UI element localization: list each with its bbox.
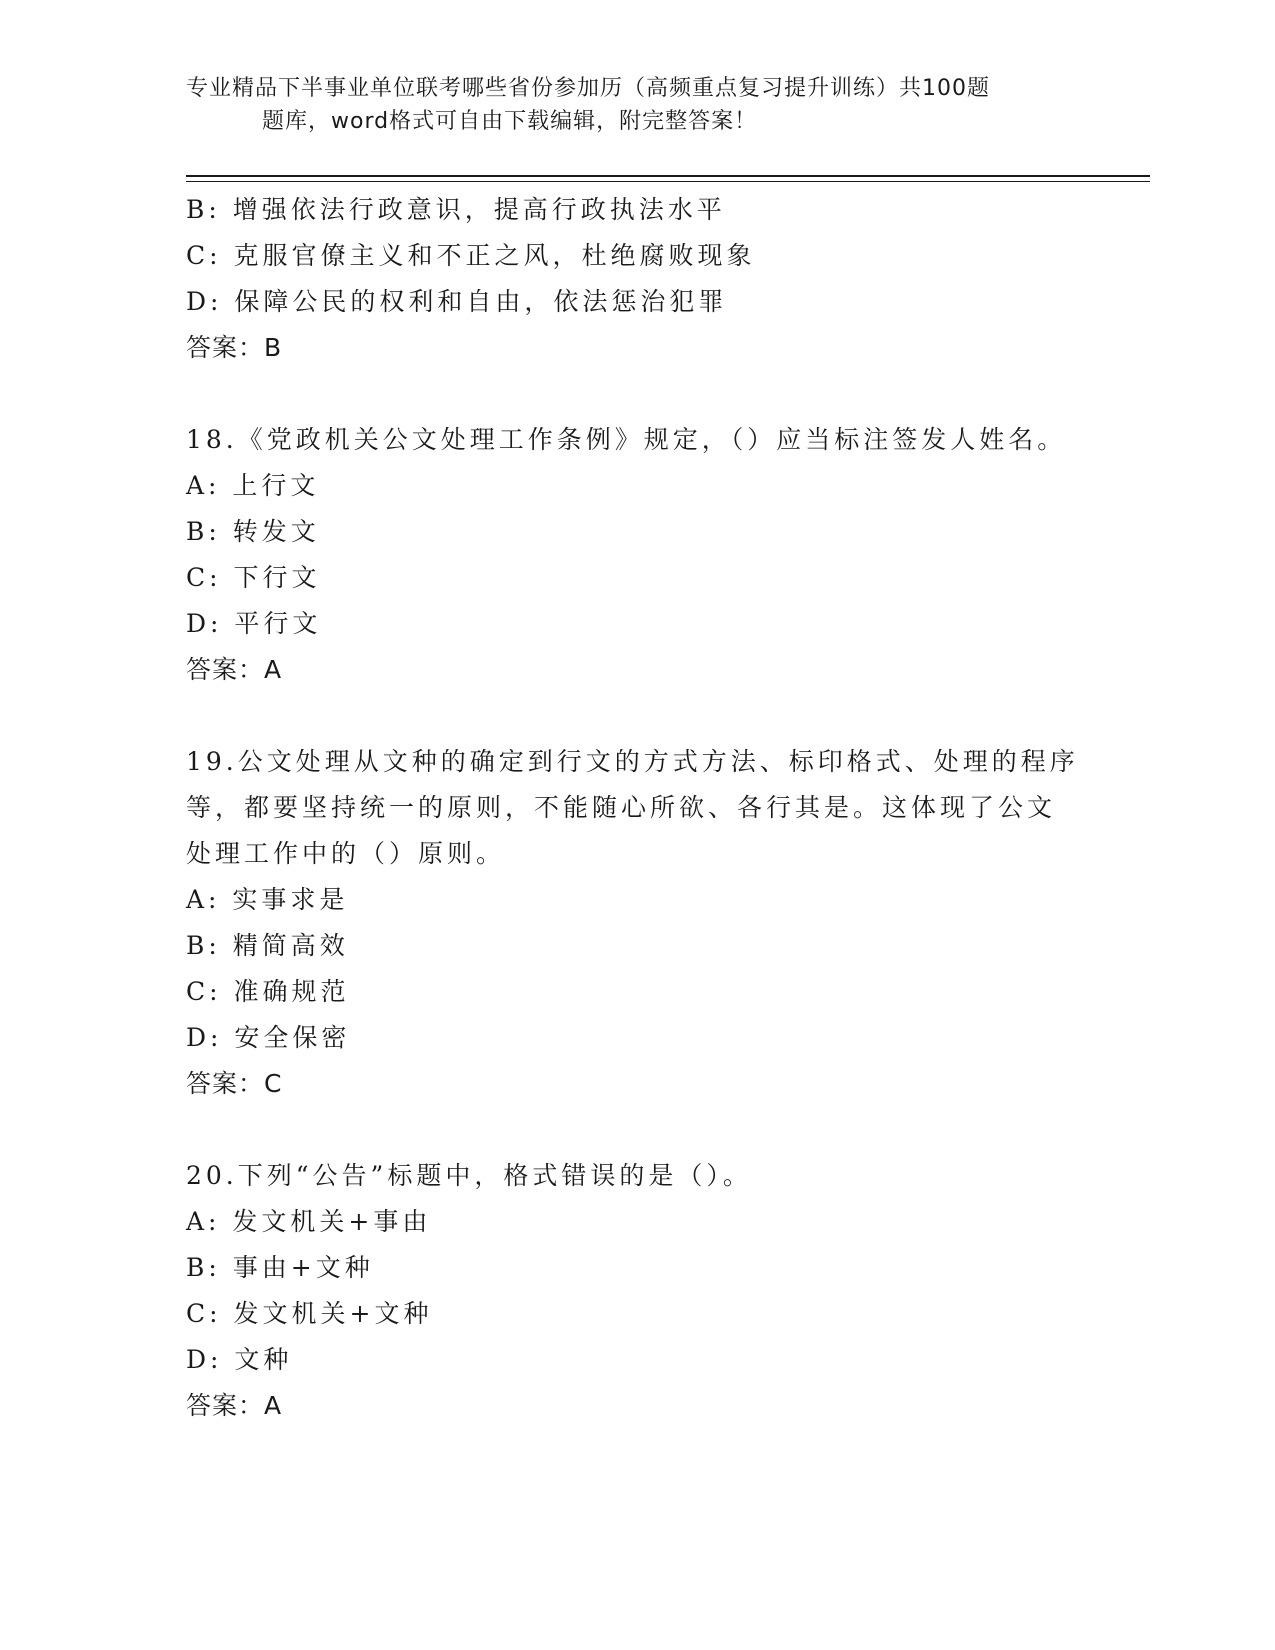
answer-label: 答案：A xyxy=(186,1391,283,1420)
option-b: B: 增强依法行政意识，提高行政执法水平 xyxy=(186,195,726,224)
answer-label: 答案：B xyxy=(186,333,283,362)
spacer xyxy=(186,1107,1150,1153)
option-d: D: 保障公民的权利和自由，依法惩治犯罪 xyxy=(186,287,728,316)
header-divider-thick xyxy=(186,175,1150,177)
option-c: C: 下行文 xyxy=(186,563,321,592)
question-17-tail xyxy=(186,187,1150,371)
question-18 xyxy=(186,417,1150,693)
option-a: A: 实事求是 xyxy=(186,885,349,914)
option-d: D: 安全保密 xyxy=(186,1023,351,1052)
option-b: B: 转发文 xyxy=(186,517,320,546)
option-c: C: 克服官僚主义和不正之风，杜绝腐败现象 xyxy=(186,241,756,270)
question-19 xyxy=(186,739,1150,1107)
option-b: B: 事由+文种 xyxy=(186,1253,374,1282)
option-a: A: 上行文 xyxy=(186,471,320,500)
answer-label: 答案：C xyxy=(186,1069,283,1098)
question-stem: 18.《党政机关公文处理工作条例》规定，（）应当标注签发人姓名。 xyxy=(186,425,1067,454)
header-title-line-1: 专业精品下半事业单位联考哪些省份参加历（高频重点复习提升训练）共100题 xyxy=(186,76,990,101)
answer-label: 答案：A xyxy=(186,655,283,684)
question-stem-line-2: 等，都要坚持统一的原则，不能随心所欲、各行其是。这体现了公文 xyxy=(186,793,1057,822)
option-d: D: 平行文 xyxy=(186,609,322,638)
option-c: C: 发文机关+文种 xyxy=(186,1299,433,1328)
question-stem: 20.下列“公告”标题中，格式错误的是（）。 xyxy=(186,1161,752,1190)
spacer xyxy=(186,371,1150,417)
question-list xyxy=(186,187,1150,1429)
header-title-line-2: 题库，word格式可自由下载编辑，附完整答案！ xyxy=(262,109,758,134)
option-c: C: 准确规范 xyxy=(186,977,350,1006)
option-d: D: 文种 xyxy=(186,1345,293,1374)
spacer xyxy=(186,693,1150,739)
option-a: A: 发文机关+事由 xyxy=(186,1207,432,1236)
option-b: B: 精简高效 xyxy=(186,931,349,960)
document-header xyxy=(186,72,1066,138)
question-stem-line-1: 19.公文处理从文种的确定到行文的方式方法、标印格式、处理的程序 xyxy=(186,747,1079,776)
header-divider-thin xyxy=(186,181,1150,182)
question-stem-line-3: 处理工作中的（）原则。 xyxy=(186,839,506,868)
question-20 xyxy=(186,1153,1150,1429)
